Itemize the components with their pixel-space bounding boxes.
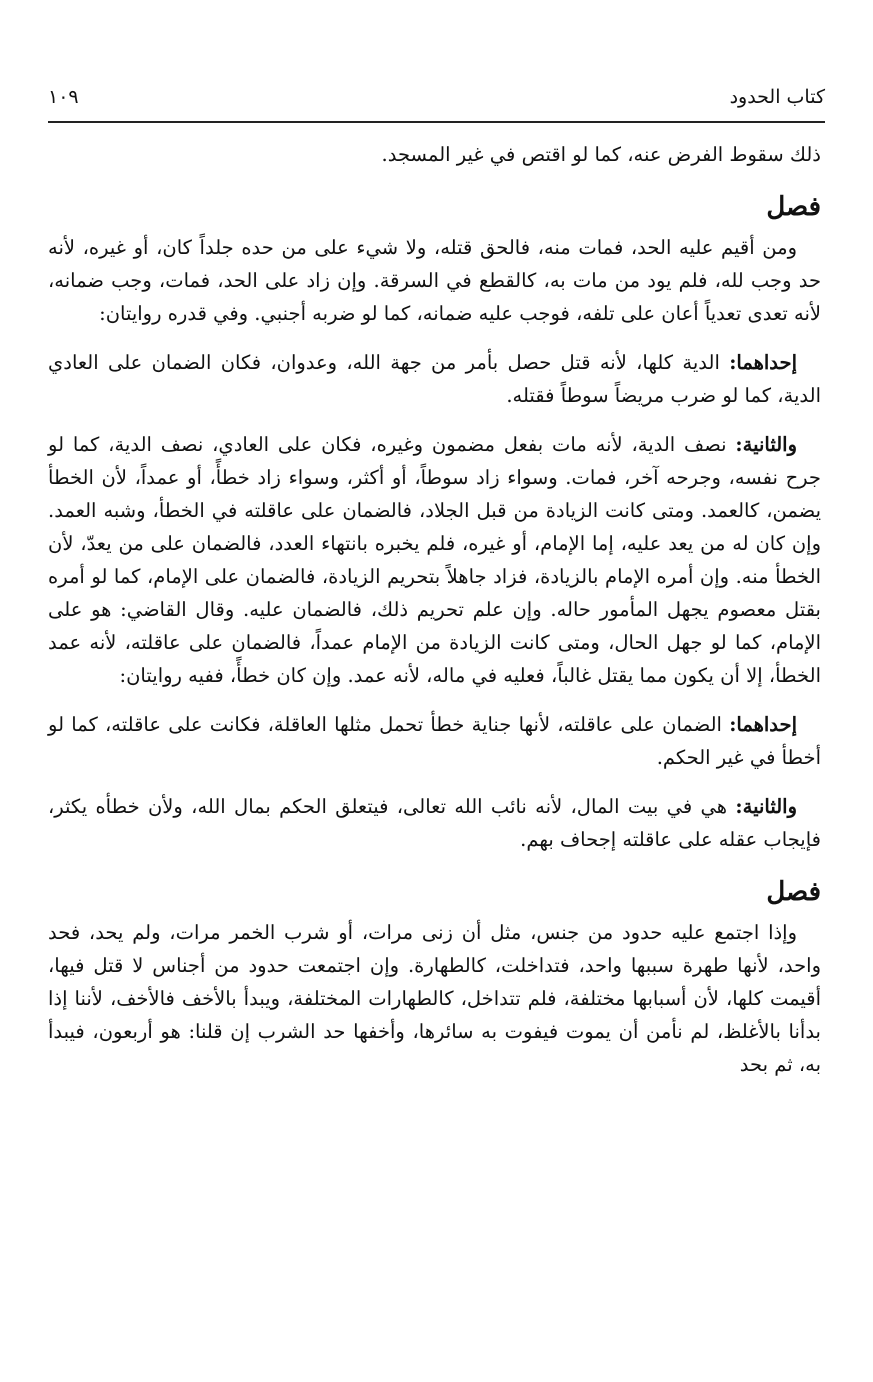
body-text bbox=[48, 138, 821, 1081]
paragraph bbox=[48, 916, 821, 1081]
paragraph-label: إحداهما: bbox=[729, 351, 798, 374]
paragraph-text: الضمان على عاقلته، لأنها جناية خطأ تحمل مثلها العاقلة، فكانت على عاقلته، كما لو أخطأ في غير الحكم. bbox=[48, 713, 821, 769]
paragraph-label: والثانية: bbox=[735, 795, 797, 818]
paragraph-text: الدية كلها، لأنه قتل حصل بأمر من جهة الله، وعدوان، فكان الضمان على العادي الدية، كما لو ضرب مريضاً سوطاً فقتله. bbox=[48, 351, 821, 407]
page-number: ١٠٩ bbox=[48, 86, 79, 108]
book-title: كتاب الحدود bbox=[729, 86, 825, 108]
paragraph bbox=[48, 231, 821, 330]
labeled-paragraph bbox=[48, 790, 821, 856]
labeled-paragraph bbox=[48, 346, 821, 412]
paragraph-text: ومن أقيم عليه الحد، فمات منه، فالحق قتله، ولا شيء على من حده جلداً كان، أو غيره، لأنه حد وجب لله، فلم يود من مات به، كالقطع في السرقة. وإن زاد على الحد، فمات، وجب ضمانه، لأنه تعدى تعدياً أعان على تلفه، فوجب عليه ضمانه، كما لو ضربه أجنبي. وفي قدره روايتان: bbox=[48, 236, 821, 325]
running-header bbox=[48, 72, 825, 108]
section-heading: فصل bbox=[766, 877, 821, 907]
labeled-paragraph bbox=[48, 708, 821, 774]
header-divider bbox=[48, 121, 825, 123]
paragraph-text: نصف الدية، لأنه مات بفعل مضمون وغيره، فكان على العادي، نصف الدية، كما لو جرح نفسه، وجرحه آخر، فمات. وسواء زاد سوطاً، أو أكثر، وسواء زاد خطأً، أو عمداً، لأن الخطأ يضمن، كالعمد. ومتى كانت الزيادة من قبل الجلاد، فالضمان على عاقلته في الخطأ، وشبه العمد. وإن كان له من يعد عليه، إما الإمام، أو غيره، فلم يخبره بانتهاء العدد، فالضمان على من يعدّ، لأن الخطأ منه. وإن أمره الإمام بالزيادة، فزاد جاهلاً بتحريم الزيادة، فالضمان على الإمام، كما لو أمره بقتل معصوم يجهل المأمور حاله. وإن علم تحريم ذلك، فالضمان عليه. وقال القاضي: هو على الإمام، كما لو جهل الحال، ومتى كانت الزيادة من الإمام عمداً، فالضمان على عاقلته، لأنه عمد الخطأ، إلا أن يكون مما يقتل غالباً، فعليه في ماله، لأنه عمد. وإن كان خطأً، ففيه روايتان: bbox=[48, 433, 821, 687]
paragraph-label: والثانية: bbox=[735, 433, 797, 456]
section-heading: فصل bbox=[766, 192, 821, 222]
labeled-paragraph bbox=[48, 428, 821, 692]
paragraph-text: ذلك سقوط الفرض عنه، كما لو اقتص في غير المسجد. bbox=[381, 143, 821, 166]
paragraph-label: إحداهما: bbox=[729, 713, 798, 736]
paragraph-text: هي في بيت المال، لأنه نائب الله تعالى، فيتعلق الحكم بمال الله، ولأن خطأه يكثر، فإيجاب عقله على عاقلته إجحاف بهم. bbox=[48, 795, 821, 851]
paragraph-text: وإذا اجتمع عليه حدود من جنس، مثل أن زنى مرات، أو شرب الخمر مرات، ولم يحد، فحد واحد، لأنها طهرة سببها واحد، فتداخلت، كالطهارة. وإن اجتمعت حدود من أجناس لا قتل فيها، أقيمت كلها، لأن أسبابها مختلفة، فلم تتداخل، كالطهارات المختلفة، ويبدأ بالأخف فالأخف، لأننا إذا بدأنا بالأغلظ، لم نأمن أن يموت فيفوت به سائرها، وأخفها حد الشرب إن قلنا: هو أربعون، فيبدأ به، ثم بحد bbox=[48, 921, 821, 1076]
continuation-paragraph bbox=[48, 138, 821, 171]
